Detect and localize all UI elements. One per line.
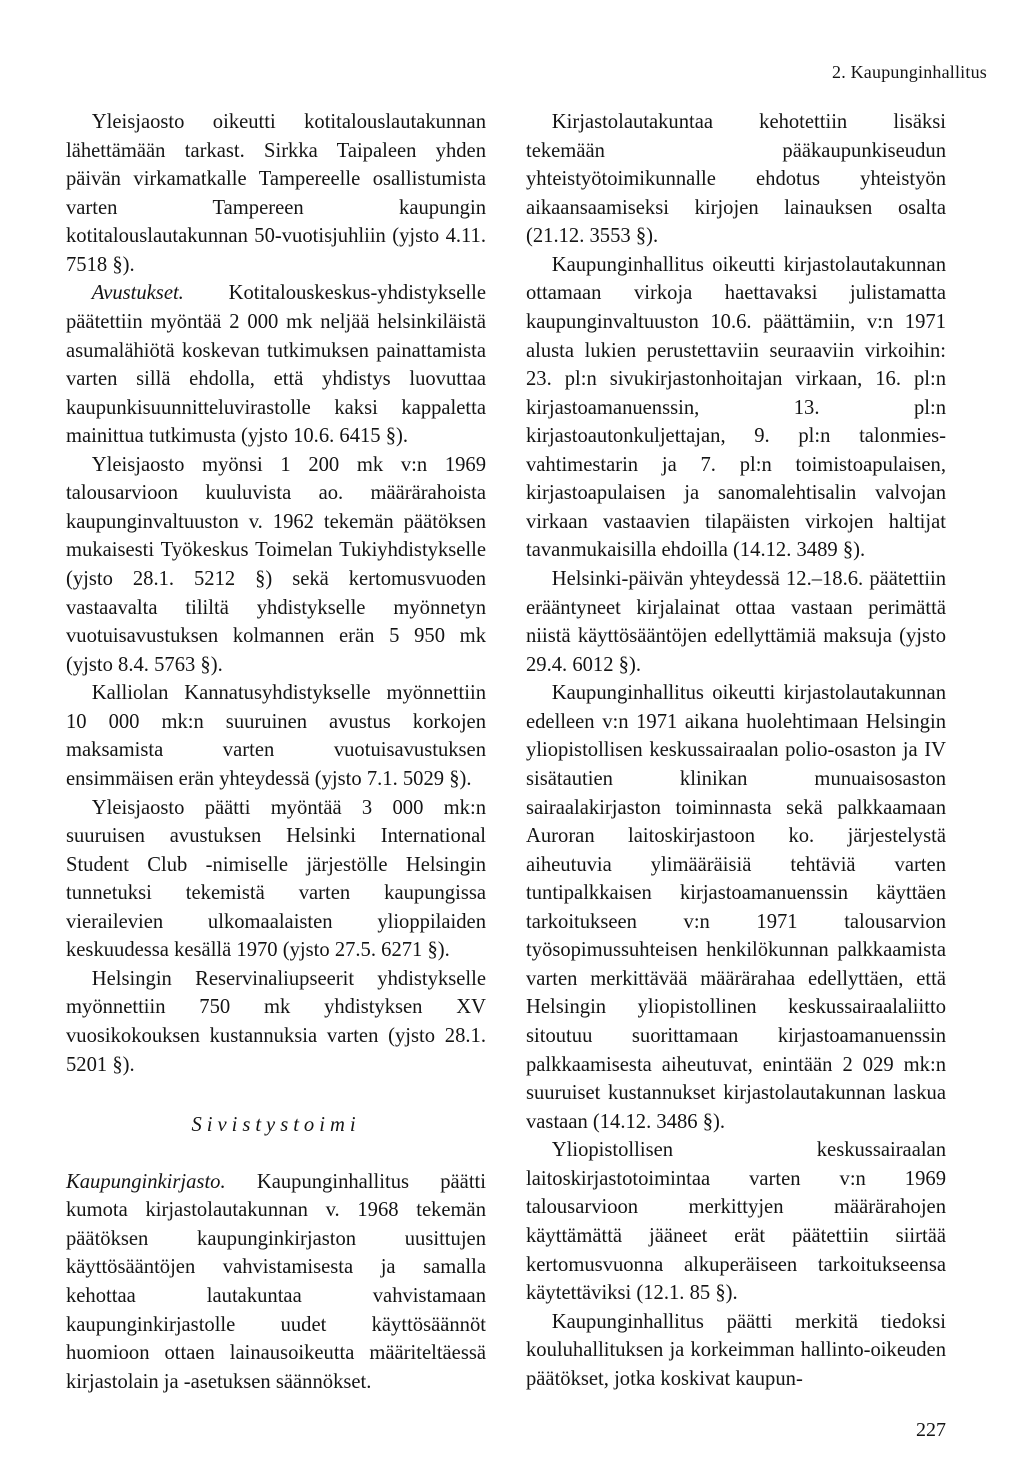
paragraph: Kaupunginhallitus päätti merkitä tiedoksi kouluhallituksen ja korkeimman hallinto-oikeuden päätökset, jotka koskivat kaupun- (526, 1310, 946, 1390)
paragraph: Kaupunginhallitus oikeutti kirjastolautakunnan edelleen v:n 1971 aikana huolehtimaan Helsingin yliopistollisen keskussairaalan polio-osaston ja IV sisätautien klinikan munuaisosaston sairaalakirjaston toiminnasta sekä palkkaamaan Auroran laitoskirjastoon ko. järjestelystä aiheutuvia ylimääräisiä tehtäviä varten tuntipalkkaisen kirjastoamanuenssin käyttäen tarkoitukseen v:n 1971 talousarvion työsopimussuhteisen henkilökunnan palkkaamista varten merkittävää määrärahaa edellyttäen, että Helsingin yliopistollinen keskussairaalaliitto sitoutuu suorittamaan kirjastoamanuenssin palkkaamisesta aiheutuvat, enintään 2 029 mk:n suuruiset kustannukset kirjastolautakunnan laskua vastaan (14.12. 3486 §). (526, 682, 946, 1133)
run-in-heading: Avustukset. (91, 282, 184, 305)
paragraph: Kirjastolautakuntaa kehotettiin lisäksi tekemään pääkaupunkiseudun yhteistyötoimikunnalle ehdotus yhteistyön aikaansaamiseksi kirjojen lainauksen osalta (21.12. 3553 §). (526, 111, 946, 248)
paragraph-text: Kotitalouskeskus-yhdistykselle päätettiin myöntää 2 000 mk neljää helsinkiläistä asumalähiötä koskevan tutkimuksen painattamista varten sillä ehdolla, että yhdistys luovuttaa kaupunkisuunnitteluvirastolle kaksi kappaletta mainittua tutkimusta (yjsto 10.6. 6415 §). (66, 282, 486, 448)
page-number: 227 (916, 1419, 946, 1441)
right-column (526, 108, 946, 1393)
paragraph (66, 1168, 486, 1397)
run-in-heading: Kaupunginkirjasto. (66, 1170, 226, 1193)
paragraph: Yliopistollisen keskussairaalan laitoskirjastotoimintaa varten v:n 1969 talousarvioon merkittyjen määrärahojen käyttämättä jääneet erät päätettiin siirtää kertomusvuonna alkuperäiseen tarkoitukseensa käytettäviksi (12.1. 85 §). (526, 1139, 946, 1305)
paragraph: Yleisjaosto päätti myöntää 3 000 mk:n suuruisen avustuksen Helsinki International Student Club -nimiselle järjestölle Helsingin tunnetuksi tekemistä varten kaupungissa vierailevien ulkomaalaisten ylioppilaiden keskuudessa kesällä 1970 (yjsto 27.5. 6271 §). (66, 796, 486, 962)
paragraph-text: Kaupunginhallitus päätti kumota kirjastolautakunnan v. 1968 tekemän päätöksen kaupunginkirjaston uusittujen käyttösääntöjen vahvistamisesta ja samalla kehottaa lautakuntaa vahvistamaan kaupunginkirjastolle uudet käyttösäännöt huomioon ottaen lainausoikeutta määriteltäessä kirjastolain ja -asetuksen säännökset. (66, 1170, 486, 1393)
paragraph: Kaupunginhallitus oikeutti kirjastolautakunnan ottamaan virkoja haettavaksi julistamatta kaupunginvaltuuston 10.6. päättämiin, v:n 1971 alusta lukien perustettaviin seuraaviin virkoihin: 23. pl:n sivukirjastonhoitajan virkaan, 16. pl:n kirjastoamanuenssin, 13. pl:n kirjastoautonkuljettajan, 9. pl:n talonmies-vahtimestarin ja 7. pl:n toimistoapulaisen, kirjastoapulaisen ja sanomalehtisalin valvojan virkaan vastaavien tilapäisten virkojen haltijat tavanmukaisilla ehdoilla (14.12. 3489 §). (526, 253, 946, 562)
paragraph: Yleisjaosto myönsi 1 200 mk v:n 1969 talousarvioon kuuluvista ao. määrärahoista kaupunginvaltuuston v. 1962 tekemän päätöksen mukaisesti Työkeskus Toimelan Tukiyhdistykselle (yjsto 28.1. 5212 §) sekä kertomusvuoden vastaavalta tililtä yhdistykselle myönnetyn vuotuisavustuksen kolmannen erän 5 950 mk (yjsto 8.4. 5763 §). (66, 453, 486, 676)
paragraph: Kalliolan Kannatusyhdistykselle myönnettiin 10 000 mk:n suuruinen avustus korkojen maksamista varten vuotuisavustuksen ensimmäisen erän yhteydessä (yjsto 7.1. 5029 §). (66, 682, 486, 790)
paragraph: Yleisjaosto oikeutti kotitalouslautakunnan lähettämään tarkast. Sirkka Taipaleen yhden päivän virkamatkalle Tampereelle osallistumista varten Tampereen kaupungin kotitalouslautakunnan 50-vuotisjuhliin (yjsto 4.11. 7518 §). (66, 111, 486, 276)
left-column (66, 108, 486, 1396)
paragraph: Helsingin Reservinaliupseerit yhdistykselle myönnettiin 750 mk yhdistyksen XV vuosikokouksen kustannuksia varten (yjsto 28.1. 5201 §). (66, 967, 486, 1076)
paragraph (66, 279, 486, 450)
section-heading: Sivistystoimi (191, 1114, 361, 1137)
paragraph: Helsinki-päivän yhteydessä 12.–18.6. päätettiin erääntyneet kirjalainat ottaa vastaan perimättä niistä käyttösääntöjen edellyttämiä maksuja (yjsto 29.4. 6012 §). (526, 568, 946, 676)
running-header: 2. Kaupunginhallitus (832, 62, 987, 82)
